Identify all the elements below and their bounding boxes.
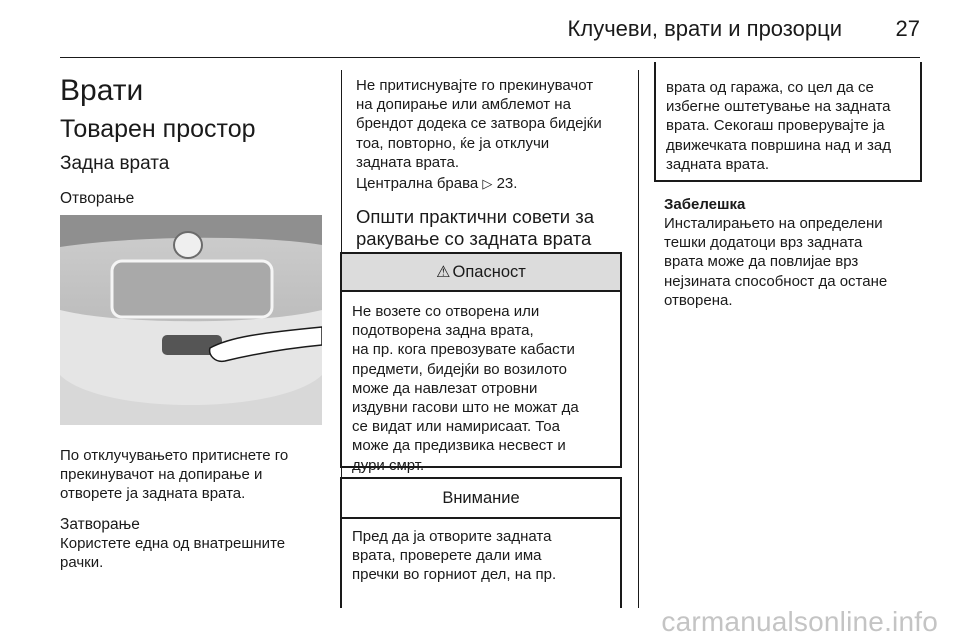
page-number: 27	[895, 16, 920, 41]
caution-continued-line: врата од гаража, со цел да се	[666, 79, 874, 96]
subheading-opening: Отворање	[60, 190, 135, 207]
caution-title: Внимание	[442, 488, 520, 507]
danger-box	[340, 252, 622, 474]
note-title: Забелешка	[664, 196, 746, 213]
danger-box-header	[342, 254, 620, 292]
closing-text-line: рачки.	[60, 554, 104, 572]
note-text-line: врата може да повлијае врз	[664, 253, 859, 271]
danger-text-line: дури смрт.	[352, 456, 425, 474]
tips-heading-line: ракување со задната врата	[356, 228, 592, 249]
danger-text-line: може да навлезат отровни	[352, 379, 538, 397]
caution-box	[340, 477, 622, 608]
danger-text-line: издувни гасови што не можат да	[352, 399, 579, 417]
note-text-line: нејзината способност да остане	[664, 272, 888, 290]
section-heading-doors: Врати	[60, 74, 144, 107]
opening-text-line: отворете ја задната врата.	[60, 485, 246, 503]
intro-text-line: задната врата.	[356, 153, 460, 171]
danger-text-line: на пр. кога превозувате кабасти	[352, 341, 575, 359]
intro-text-line: Не притиснувајте го прекинувачот	[356, 77, 594, 94]
caution-continued-line: врата. Секогаш проверувајте ја	[666, 117, 885, 135]
note-text-line: отворена.	[664, 291, 733, 309]
danger-text-line: може да предизвика несвест и	[352, 437, 566, 455]
warning-triangle-icon: ⚠	[436, 264, 451, 281]
caution-text-line: пречки во горниот дел, на пр.	[352, 566, 557, 584]
header-rule	[60, 57, 920, 58]
opening-text-line: По отклучувањето притиснете го	[60, 447, 289, 464]
note-text-line: тешки додатоци врз задната	[664, 234, 863, 252]
danger-title: Опасност	[452, 262, 526, 281]
page-reference-arrow-icon: ▷	[482, 176, 493, 191]
intro-text-line: тоа, повторно, ќе ја отклучи	[356, 134, 550, 152]
caution-continued-line: движечката површина над и зад	[666, 136, 891, 154]
header-title: Клучеви, врати и прозорци	[567, 16, 842, 41]
danger-text-line: се видат или намирисаат. Тоа	[352, 418, 560, 436]
section-heading-cargo: Товарен простор	[60, 115, 256, 143]
central-lock-reference	[356, 174, 517, 193]
central-lock-label: Централна брава	[356, 175, 479, 192]
caution-box-header	[342, 479, 620, 519]
tips-heading-line: Општи практични совети за	[356, 206, 594, 227]
subheading-closing: Затворање	[60, 516, 140, 533]
section-heading-tailgate: Задна врата	[60, 153, 170, 174]
caution-continued-line: избегне оштетување на задната	[666, 98, 891, 116]
tailgate-illustration	[60, 215, 322, 425]
intro-text-line: брендот додека се затвора бидејќи	[356, 115, 602, 133]
caution-continued-line: задната врата.	[666, 155, 770, 173]
watermark: carmanualsonline.info	[661, 606, 938, 637]
caution-text-line: врата, проверете дали има	[352, 547, 542, 565]
intro-text-line: на допирање или амблемот на	[356, 96, 571, 114]
central-lock-page[interactable]: 23.	[496, 175, 518, 192]
note-text-line: Инсталирањето на определени	[664, 215, 883, 232]
opening-text-line: прекинувачот на допирање и	[60, 466, 263, 484]
caution-text-line: Пред да ја отворите задната	[352, 528, 552, 545]
danger-text-line: предмети, бидејќи во возилото	[352, 360, 567, 378]
caution-continued-box	[654, 62, 922, 182]
column-divider-right	[638, 70, 639, 608]
closing-text-line: Користете една од внатрешните	[60, 535, 286, 552]
danger-text-line: Не возете со отворена или	[352, 303, 540, 320]
danger-text-line: подотворена задна врата,	[352, 322, 534, 340]
